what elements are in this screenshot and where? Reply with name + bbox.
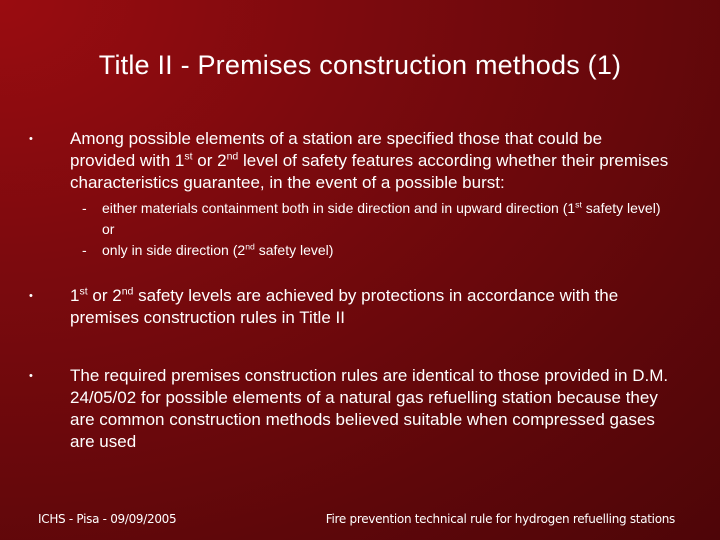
bullet-icon: • xyxy=(29,290,33,302)
sub-bullet-list xyxy=(82,198,662,261)
sub-bullet-item: - either materials containment both in side direction and in upward direction (1st safety level) or xyxy=(82,199,661,237)
bullet-icon: • xyxy=(29,133,33,145)
footer-right: Fire prevention technical rule for hydrogen refuelling stations xyxy=(325,512,675,526)
sub-bullet-item: - only in side direction (2nd safety level) xyxy=(82,240,662,261)
bullet-item: • Among possible elements of a station are specified those that could be provided with 1st or 2nd level of safety features according whether their premises characteristics guarantee, in the event of a possible burst: xyxy=(29,129,669,192)
slide-title: Title II - Premises construction methods (1) xyxy=(98,50,622,80)
bullet-item: • 1st or 2nd safety levels are achieved by protections in accordance with the premises construction rules in Title II xyxy=(29,285,619,327)
dash-icon: - xyxy=(82,242,87,258)
bullet-icon: • xyxy=(29,370,33,382)
bullet-item: • The required premises construction rules are identical to those provided in D.M. 24/05/02 for possible elements of a natural gas refuelling station because they are common construction methods believed suitable when compressed gases are used xyxy=(29,366,669,451)
footer-left: ICHS - Pisa - 09/09/2005 xyxy=(38,512,177,526)
dash-icon: - xyxy=(82,200,87,216)
